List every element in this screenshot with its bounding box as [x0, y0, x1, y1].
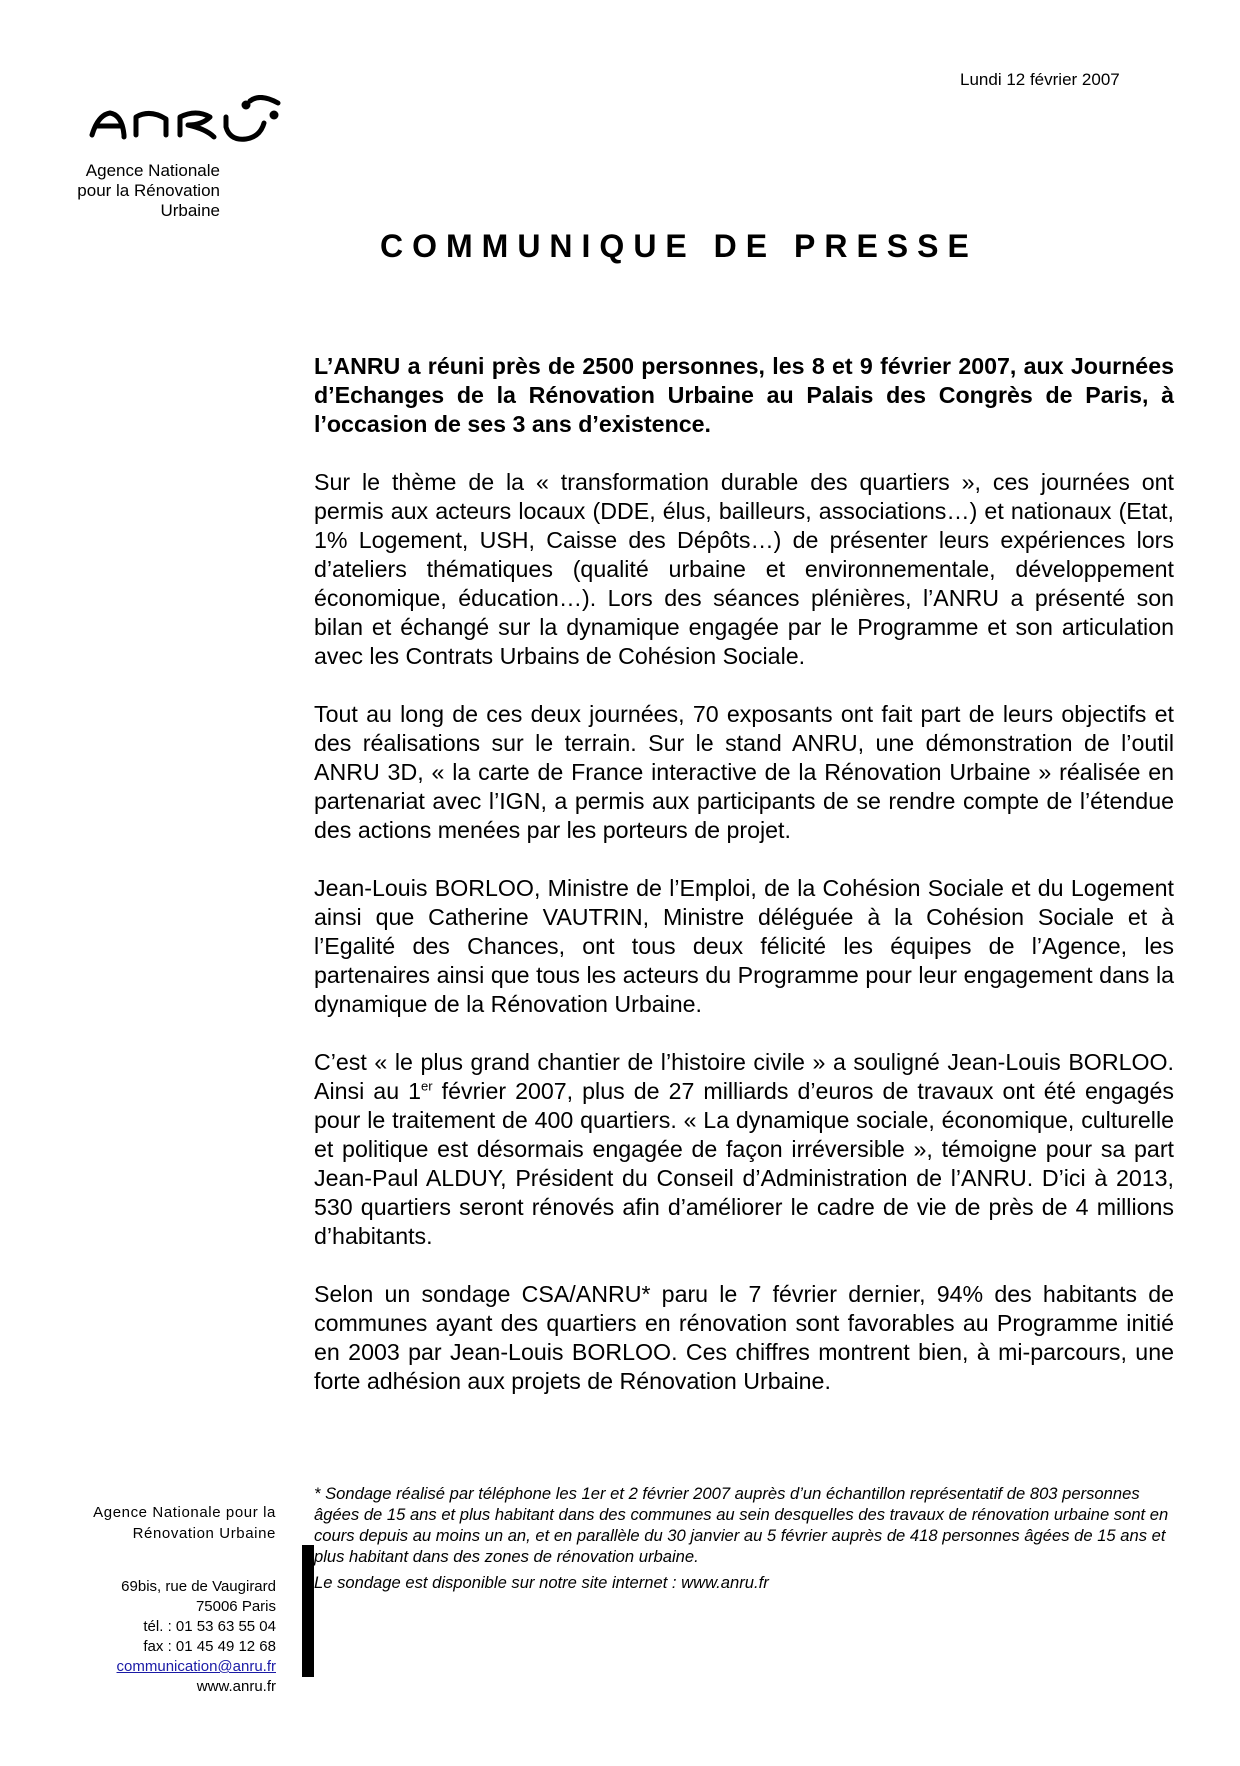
contact-phone: tél. : 01 53 63 55 04 [143, 1618, 276, 1635]
survey-footnote [314, 1483, 1174, 1593]
body-paragraph-1: Sur le thème de la « transformation durable des quartiers », ces journées ont permis aux acteurs locaux (DDE, élus, bailleurs, associations…) et nationaux (Etat, 1% Logement, USH, Caisse des Dépôts…) de présenter leurs expériences lors d’ateliers thématiques (qualité urbaine et environnementale, développement économique, éducation…). Lors des séances plénières, l’ANRU a présenté son bilan et échangé sur la dynamique engagée par le Programme et son articulation avec les Contrats Urbains de Cohésion Sociale. [314, 469, 1174, 669]
contact-fax: fax : 01 45 49 12 68 [143, 1638, 276, 1655]
logo-text-line-2: pour la Rénovation [77, 181, 220, 200]
address-street: 69bis, rue de Vaugirard [121, 1578, 276, 1595]
contact-website: www.anru.fr [196, 1678, 276, 1695]
org-name-line-1: Agence Nationale pour la [93, 1504, 276, 1521]
logo-text-line-1: Agence Nationale [85, 161, 220, 180]
ordinal-superscript: er [421, 1078, 433, 1094]
sidebar-organization [40, 1502, 276, 1544]
anru-logo [60, 95, 310, 225]
org-name-line-2: Rénovation Urbaine [132, 1525, 276, 1542]
footnote-text: * Sondage réalisé par téléphone les 1er et 2 février 2007 auprès d’un échantillon représentatif de 803 personnes âgées de 15 ans et plus habitant dans des communes au sein desquelles des travaux de rénovation urbaine sont en cours depuis au moins un an, et en parallèle du 30 janvier au 5 février auprès de 418 personnes âgées de 15 ans et plus habitant dans des zones de rénovation urbaine. [314, 1484, 1169, 1566]
press-release-date: Lundi 12 février 2007 [960, 70, 1120, 89]
body-paragraph-5: Selon un sondage CSA/ANRU* paru le 7 février dernier, 94% des habitants de communes ayant des quartiers en rénovation sont favorables au Programme initié en 2003 par Jean-Louis BORLOO. Ces chiffres montrent bien, à mi-parcours, une forte adhésion aux projets de Rénovation Urbaine. [314, 1281, 1174, 1394]
sidebar-contact [40, 1577, 276, 1697]
anru-logo-mark [88, 95, 308, 165]
footnote-website-note: Le sondage est disponible sur notre site internet : www.anru.fr [314, 1573, 769, 1592]
vertical-divider-bar [302, 1545, 314, 1677]
body-paragraph-4-start: C’est « le plus grand chantier de l’histoire civile » a souligné Jean-Louis BORLOO. Ainsi au 1 [314, 1049, 1174, 1104]
body-paragraph-3: Jean-Louis BORLOO, Ministre de l’Emploi, de la Cohésion Sociale et du Logement ainsi que Catherine VAUTRIN, Ministre déléguée à la Cohésion Sociale et à l’Egalité des Chances, ont tous deux félicité les équipes de l’Agence, les partenaires ainsi que tous les acteurs du Programme pour leur engagement dans la dynamique de la Rénovation Urbaine. [314, 875, 1174, 1017]
body-paragraph-4 [314, 1048, 1174, 1251]
body-paragraph-2: Tout au long de ces deux journées, 70 exposants ont fait part de leurs objectifs et des réalisations sur le terrain. Sur le stand ANRU, une démonstration de l’outil ANRU 3D, « la carte de France interactive de la Rénovation Urbaine » réalisée en partenariat avec l’IGN, a permis aux participants de se rendre compte de l’étendue des actions menées par les porteurs de projet. [314, 701, 1174, 843]
body-paragraph-4-end: février 2007, plus de 27 milliards d’euros de travaux ont été engagés pour le traitement de 400 quartiers. « La dynamique sociale, économique, culturelle et politique est désormais engagée de façon irréversible », témoigne pour sa part Jean-Paul ALDUY, Président du Conseil d’Administration de l’ANRU. D’ici à 2013, 530 quartiers seront rénovés afin d’améliorer le cadre de vie de près de 4 millions d’habitants. [314, 1078, 1174, 1249]
press-release-body [314, 352, 1174, 1425]
lead-paragraph: L’ANRU a réuni près de 2500 personnes, les 8 et 9 février 2007, aux Journées d’Echanges de la Rénovation Urbaine au Palais des Congrès de Paris, à l’occasion de ses 3 ans d’existence. [314, 353, 1174, 437]
address-city: 75006 Paris [195, 1598, 276, 1615]
contact-email-link[interactable]: communication@anru.fr [116, 1658, 276, 1675]
document-title: COMMUNIQUE DE PRESSE [380, 228, 978, 264]
logo-text-line-3: Urbaine [160, 201, 220, 220]
